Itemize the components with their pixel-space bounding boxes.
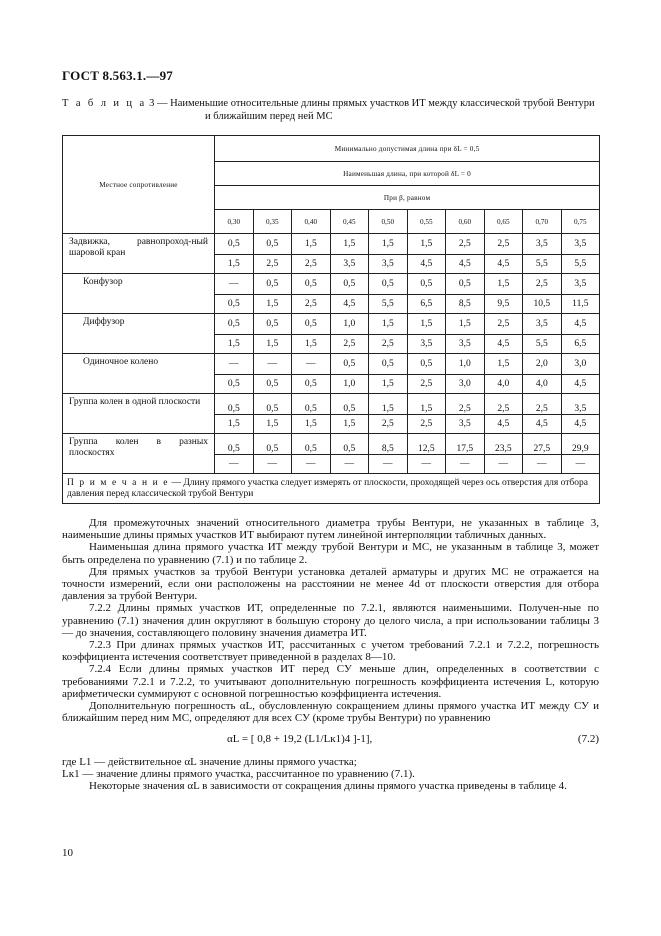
paragraph-interpolation: Для промежуточных значений относительного диаметра трубы Вентури, не указанных в таблице 3, наименьшие длины прямых участков ИТ выбирают путем линейной интерполяции табличных данных. xyxy=(62,517,599,542)
table-cell: 1,5 xyxy=(330,415,369,434)
table-cell: 2,5 xyxy=(253,255,292,274)
table-cell: — xyxy=(253,354,292,375)
table-cell: 2,0 xyxy=(523,354,562,375)
table-cell: 1,5 xyxy=(407,314,446,335)
table-cell: 2,5 xyxy=(407,375,446,394)
table-cell: 6,5 xyxy=(561,335,600,354)
table-cell: — xyxy=(407,455,446,474)
where-l1: где L1 — действительное αL значение длины прямого участка; xyxy=(62,755,357,768)
table-cell: 0,5 xyxy=(292,314,331,335)
table-cell: 1,5 xyxy=(292,335,331,354)
table-cell: 11,5 xyxy=(561,295,600,314)
table-cell: 3,5 xyxy=(369,255,408,274)
beta-header-cell: 0,35 xyxy=(253,210,292,234)
table-cell: 4,5 xyxy=(523,415,562,434)
table-cell: 1,5 xyxy=(253,295,292,314)
table-cell: 2,5 xyxy=(484,314,523,335)
table-caption-line2: и ближайшим перед ней МС xyxy=(205,110,333,122)
table-cell: 2,5 xyxy=(484,234,523,255)
row-label: Группа колен в одной плоскости xyxy=(63,394,215,434)
table-cell: 0,5 xyxy=(253,375,292,394)
table-cell: 0,5 xyxy=(253,394,292,415)
table-cell: 0,5 xyxy=(330,354,369,375)
table-row xyxy=(63,314,600,335)
table-cell: 2,5 xyxy=(292,295,331,314)
table-cell: 4,5 xyxy=(484,415,523,434)
table-cell: 0,5 xyxy=(215,234,254,255)
table-cell: 1,0 xyxy=(446,354,485,375)
beta-header-cell: 0,40 xyxy=(292,210,331,234)
table-cell: 1,5 xyxy=(215,335,254,354)
table-cell: 4,5 xyxy=(446,255,485,274)
table-cell: 1,5 xyxy=(292,234,331,255)
table-cell: 1,5 xyxy=(215,255,254,274)
beta-header-cell: 0,60 xyxy=(446,210,485,234)
table-cell: 12,5 xyxy=(407,434,446,455)
col-header-local-resistance: Местное сопротивление xyxy=(63,136,215,234)
row-label: Задвижка, равнопроход-ный шаровой кран xyxy=(63,234,215,274)
equation-number: (7.2) xyxy=(577,733,599,746)
table-cell: 0,5 xyxy=(330,434,369,455)
table-cell: 5,5 xyxy=(369,295,408,314)
table-cell: 5,5 xyxy=(523,255,562,274)
table-cell: 2,5 xyxy=(523,394,562,415)
table-cell: 1,5 xyxy=(253,335,292,354)
table-caption-label: Т а б л и ц а xyxy=(62,98,147,109)
table-cell: 1,0 xyxy=(330,314,369,335)
table-cell: 3,5 xyxy=(561,234,600,255)
table-note xyxy=(63,474,600,504)
table-cell: 0,5 xyxy=(369,354,408,375)
table-cell: 0,5 xyxy=(253,274,292,295)
table-cell: 1,5 xyxy=(369,394,408,415)
table-cell: 8,5 xyxy=(446,295,485,314)
table-cell: — xyxy=(292,455,331,474)
table-cell: — xyxy=(446,455,485,474)
table-cell: 0,5 xyxy=(292,375,331,394)
table-cell: 5,5 xyxy=(561,255,600,274)
table-cell: 2,5 xyxy=(446,234,485,255)
table-cell: 0,5 xyxy=(215,295,254,314)
table-cell: 0,5 xyxy=(253,434,292,455)
beta-header-cell: 0,55 xyxy=(407,210,446,234)
table-cell: 2,5 xyxy=(369,335,408,354)
header-least-length: Наименьшая длина, при которой δL = 0 xyxy=(215,162,600,186)
table-cell: 29,9 xyxy=(561,434,600,455)
beta-header-cell: 0,45 xyxy=(330,210,369,234)
table-cell: 1,0 xyxy=(330,375,369,394)
paragraph-least-length: Наименьшая длина прямого участка ИТ между трубой Вентури и МС, не указанным в таблице 3, может быть определена по уравнению (7.1) и по таблице 2. xyxy=(62,541,599,566)
where-lk1: Lк1 — значение длины прямого участка, рассчитанное по уравнению (7.1). xyxy=(62,767,415,780)
table-cell: 1,5 xyxy=(407,394,446,415)
table-cell: 0,5 xyxy=(369,274,408,295)
table-row xyxy=(63,274,600,295)
table-caption xyxy=(62,98,602,123)
table-cell: 4,0 xyxy=(523,375,562,394)
table-cell: 2,5 xyxy=(330,335,369,354)
page-number: 10 xyxy=(62,847,73,859)
table-cell: 3,5 xyxy=(523,314,562,335)
table-cell: 1,5 xyxy=(446,314,485,335)
row-label: Диффузор xyxy=(63,314,215,354)
table-cell: 1,5 xyxy=(292,415,331,434)
table-cell: — xyxy=(215,455,254,474)
beta-header-cell: 0,70 xyxy=(523,210,562,234)
table-cell: 3,5 xyxy=(561,394,600,415)
table-cell: 0,5 xyxy=(407,274,446,295)
row-label: Одиночное колено xyxy=(63,354,215,394)
table-cell: 0,5 xyxy=(292,434,331,455)
table-row xyxy=(63,434,600,455)
beta-header-cell: 0,65 xyxy=(484,210,523,234)
table-cell: 0,5 xyxy=(446,274,485,295)
table-cell: 0,5 xyxy=(215,434,254,455)
table-cell: 3,5 xyxy=(561,274,600,295)
paragraph-7-2-2: 7.2.2 Длины прямых участков ИТ, определенные по 7.2.1, являются наименьшими. Получен-ные по уравнению (7.1) значения длин округляют в большую сторону до целого числа, а при использовании таблицы 3 — до значения, составляющего половину значения диаметра ИТ. xyxy=(62,602,599,639)
table-cell: 0,5 xyxy=(253,234,292,255)
table-cell: — xyxy=(215,354,254,375)
table-cell: — xyxy=(215,274,254,295)
table-cell: — xyxy=(330,455,369,474)
table-cell: 1,5 xyxy=(369,234,408,255)
table-cell: 0,5 xyxy=(292,274,331,295)
paragraph-7-2-4: 7.2.4 Если длины прямых участков ИТ перед СУ меньше длин, определенных в соответствии с требованиями 7.2.1 и 7.2.2, то учитывают дополнительную погрешность коэффициента истечения L, которую арифметически суммируют с основной погрешностью коэффициента истечения. xyxy=(62,663,599,700)
table-cell: — xyxy=(561,455,600,474)
table-cell: 4,0 xyxy=(484,375,523,394)
table-note-label: П р и м е ч а н и е xyxy=(67,477,170,488)
table-cell: 0,5 xyxy=(215,375,254,394)
table-cell: 2,5 xyxy=(484,394,523,415)
table-cell: 0,5 xyxy=(330,274,369,295)
document-header: ГОСТ 8.563.1.—97 xyxy=(62,68,173,83)
table-cell: 2,5 xyxy=(446,394,485,415)
table-cell: 1,5 xyxy=(484,274,523,295)
table-cell: 0,5 xyxy=(215,314,254,335)
table-cell: 10,5 xyxy=(523,295,562,314)
table-cell: — xyxy=(369,455,408,474)
beta-header-cell: 0,30 xyxy=(215,210,254,234)
table-cell: 2,5 xyxy=(407,415,446,434)
table-cell: 4,5 xyxy=(561,375,600,394)
table-cell: 6,5 xyxy=(407,295,446,314)
table-cell: 3,0 xyxy=(561,354,600,375)
table-cell: 1,5 xyxy=(369,314,408,335)
table-cell: 1,5 xyxy=(407,234,446,255)
table-cell: — xyxy=(484,455,523,474)
table-cell: 23,5 xyxy=(484,434,523,455)
table-cell: 1,5 xyxy=(330,234,369,255)
table-cell: 9,5 xyxy=(484,295,523,314)
table-cell: 2,5 xyxy=(523,274,562,295)
table-note-text: — Длину прямого участка следует измерять от плоскости, проходящей через ось отверстия для отбора давления перед классической трубой Вентури xyxy=(67,477,588,499)
paragraph-additional-error: Дополнительную погрешность αL, обусловленную сокращением длины прямого участка ИТ между СУ и ближайшим перед ним МС, определяют для всех СУ (кроме трубы Вентури) по уравнению xyxy=(62,700,599,725)
table-cell: 4,5 xyxy=(484,335,523,354)
table-cell: 1,5 xyxy=(253,415,292,434)
table-cell: 27,5 xyxy=(523,434,562,455)
table-cell: 3,5 xyxy=(446,415,485,434)
table-cell: 4,5 xyxy=(561,415,600,434)
table-cell: 4,5 xyxy=(330,295,369,314)
table-cell: — xyxy=(292,354,331,375)
table-cell: 5,5 xyxy=(523,335,562,354)
row-label: Конфузор xyxy=(63,274,215,314)
beta-header-cell: 0,50 xyxy=(369,210,408,234)
table-cell: 0,5 xyxy=(215,394,254,415)
table-cell: 8,5 xyxy=(369,434,408,455)
table-cell: — xyxy=(253,455,292,474)
table-cell: — xyxy=(523,455,562,474)
table-cell: 3,5 xyxy=(523,234,562,255)
paragraph-7-2-3: 7.2.3 При длинах прямых участков ИТ, рассчитанных с учетом требований 7.2.1 и 7.2.2, погрешность коэффициента истечения соответствует приведенной в разделах 8—10. xyxy=(62,639,599,664)
table-cell: 0,5 xyxy=(407,354,446,375)
row-label: Группа колен в разных плоскостях xyxy=(63,434,215,474)
header-beta: При β, равном xyxy=(215,186,600,210)
table-cell: 1,5 xyxy=(369,375,408,394)
table-row xyxy=(63,394,600,415)
table-cell: 4,5 xyxy=(561,314,600,335)
table-cell: 1,5 xyxy=(215,415,254,434)
table-cell: 3,5 xyxy=(407,335,446,354)
table-cell: 0,5 xyxy=(292,394,331,415)
table-cell: 2,5 xyxy=(369,415,408,434)
table-cell: 1,5 xyxy=(484,354,523,375)
table-row xyxy=(63,234,600,255)
table-cell: 2,5 xyxy=(292,255,331,274)
table-caption-line1: 3 — Наименьшие относительные длины прямых участков ИТ между классической трубой Вентури xyxy=(146,98,595,109)
body-text xyxy=(62,517,599,792)
table-cell: 0,5 xyxy=(330,394,369,415)
table-cell: 4,5 xyxy=(484,255,523,274)
paragraph-table4-ref: Некоторые значения αL в зависимости от сокращения длины прямого участка приведены в таблице 4. xyxy=(89,780,567,793)
resistance-table xyxy=(62,135,600,504)
equation-7-2 xyxy=(62,733,599,745)
table-cell: 4,5 xyxy=(407,255,446,274)
table-cell: 3,5 xyxy=(330,255,369,274)
table-cell: 17,5 xyxy=(446,434,485,455)
table-cell: 0,5 xyxy=(253,314,292,335)
beta-header-cell: 0,75 xyxy=(561,210,600,234)
equation-text: αL = [ 0,8 + 19,2 (L1/Lк1)4 ]-1], xyxy=(227,733,373,746)
table-cell: 3,5 xyxy=(446,335,485,354)
table-row xyxy=(63,354,600,375)
table-cell: 3,0 xyxy=(446,375,485,394)
header-min-length: Минимально допустимая длина при δL = 0,5 xyxy=(215,136,600,162)
paragraph-downstream: Для прямых участков за трубой Вентури установка деталей арматуры и других МС не отражается на точности измерений, если они расположены на расстоянии не менее 4d от плоскости отверстия для отбора давления за трубой Вентури. xyxy=(62,565,599,603)
